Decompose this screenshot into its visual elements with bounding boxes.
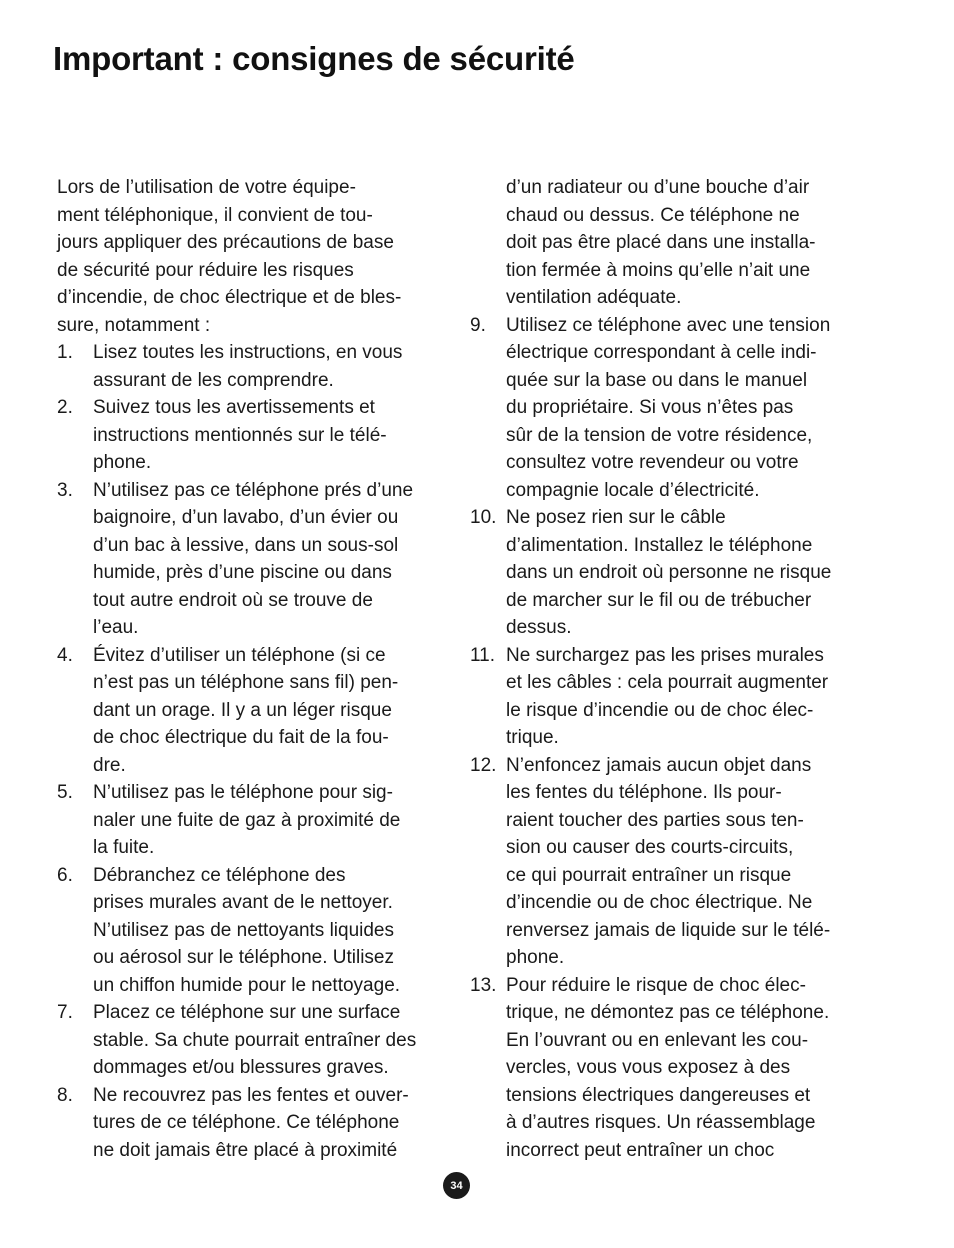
list-item <box>470 504 865 642</box>
item-text-line: trique, ne démontez pas ce téléphone. <box>506 1002 830 1023</box>
list-item <box>57 339 449 394</box>
list-item <box>470 642 865 752</box>
item-number: 5. <box>57 782 73 803</box>
item-number: 2. <box>57 397 73 418</box>
item-text-line: tures de ce téléphone. Ce téléphone <box>93 1112 400 1133</box>
item-text-line: baignoire, d’un lavabo, d’un évier ou <box>93 507 399 528</box>
item-text-line: ce qui pourrait entraîner un risque <box>506 864 792 886</box>
item-number: 12. <box>470 754 497 776</box>
item-text-line: l’eau. <box>93 617 139 638</box>
item-text-line: phone. <box>93 452 152 473</box>
item-8-continuation <box>470 174 865 312</box>
item-number: 4. <box>57 644 73 666</box>
item-text-line: de marcher sur le fil ou de trébucher <box>506 589 812 611</box>
item-text-line: instructions mentionnés sur le télé- <box>93 424 387 446</box>
item-text-line: assurant de les comprendre. <box>93 369 334 391</box>
text-line: jours appliquer des précautions de base <box>57 232 394 253</box>
text-line: doit pas être placé dans une installa- <box>506 232 816 253</box>
page-number-badge: 34 <box>443 1172 470 1199</box>
item-text-line: naler une fuite de gaz à proximité de <box>93 809 401 831</box>
text-line: sure, notamment : <box>57 314 211 336</box>
item-text-line: N’utilisez pas le téléphone pour sig- <box>93 782 393 803</box>
page-title: Important : consignes de sécurité <box>53 40 575 77</box>
item-text-line: prises murales avant de le nettoyer. <box>93 892 393 913</box>
item-text-line: du propriétaire. Si vous n’êtes pas <box>506 397 794 418</box>
item-text-line: électrique correspondant à celle indi- <box>506 342 817 363</box>
left-column <box>57 174 449 1164</box>
text-line: ventilation adéquate. <box>506 287 682 308</box>
item-text-line: à d’autres risques. Un réassemblage <box>506 1112 816 1133</box>
item-text-line: N’utilisez pas ce téléphone prés d’une <box>93 479 414 501</box>
item-number: 8. <box>57 1084 73 1106</box>
intro-paragraph <box>57 174 449 339</box>
list-item <box>470 972 865 1165</box>
list-item <box>57 477 449 642</box>
item-number: 10. <box>470 507 497 528</box>
text-line: d’incendie, de choc électrique et de bles- <box>57 287 402 308</box>
list-item <box>470 312 865 505</box>
item-text-line: la fuite. <box>93 837 155 858</box>
list-item <box>57 642 449 780</box>
item-text-line: Suivez tous les avertissements et <box>93 397 375 418</box>
item-text-line: un chiffon humide pour le nettoyage. <box>93 974 401 996</box>
item-text-line: ou aérosol sur le téléphone. Utilisez <box>93 947 395 968</box>
item-text-line: d’incendie ou de choc électrique. Ne <box>506 892 813 913</box>
item-text-line: Évitez d’utiliser un téléphone (si ce <box>93 644 386 666</box>
item-text-line: N’utilisez pas de nettoyants liquides <box>93 919 395 941</box>
item-number: 11. <box>470 644 496 666</box>
item-text-line: Placez ce téléphone sur une surface <box>93 1002 401 1023</box>
item-text-line: dommages et/ou blessures graves. <box>93 1057 389 1078</box>
item-text-line: n’est pas un téléphone sans fil) pen- <box>93 672 399 693</box>
item-text-line: humide, près d’une piscine ou dans <box>93 562 392 583</box>
item-text-line: dessus. <box>506 617 572 638</box>
item-text-line: quée sur la base ou dans le manuel <box>506 369 808 391</box>
text-line: tion fermée à moins qu’elle n’ait une <box>506 259 811 281</box>
item-text-line: raient toucher des parties sous ten- <box>506 809 804 831</box>
item-text-line: dans un endroit où personne ne risque <box>506 562 832 583</box>
item-text-line: Ne recouvrez pas les fentes et ouver- <box>93 1084 409 1106</box>
item-text-line: consultez votre revendeur ou votre <box>506 452 799 473</box>
item-text-line: vercles, vous vous exposez à des <box>506 1057 791 1078</box>
text-line: de sécurité pour réduire les risques <box>57 259 354 281</box>
item-text-line: les fentes du téléphone. Ils pour- <box>506 782 782 803</box>
item-number: 7. <box>57 1002 73 1023</box>
item-number: 6. <box>57 864 73 886</box>
item-text-line: compagnie locale d’électricité. <box>506 479 760 501</box>
item-text-line: renversez jamais de liquide sur le télé- <box>506 919 831 941</box>
item-text-line: phone. <box>506 947 565 968</box>
item-text-line: sûr de la tension de votre résidence, <box>506 424 813 446</box>
right-column <box>470 174 865 1164</box>
item-text-line: Ne surchargez pas les prises murales <box>506 644 824 666</box>
item-text-line: d’alimentation. Installez le téléphone <box>506 534 813 556</box>
list-item <box>57 1082 449 1165</box>
safety-list-left <box>57 339 449 1164</box>
list-item <box>57 779 449 862</box>
item-text-line: En l’ouvrant ou en enlevant les cou- <box>506 1029 809 1051</box>
item-number: 13. <box>470 974 497 996</box>
item-number: 9. <box>470 314 486 336</box>
list-item <box>470 752 865 972</box>
list-item <box>57 394 449 477</box>
item-text-line: Lisez toutes les instructions, en vous <box>93 342 403 363</box>
safety-list-right <box>470 312 865 1165</box>
item-text-line: Débranchez ce téléphone des <box>93 864 346 886</box>
text-line: chaud ou dessus. Ce téléphone ne <box>506 204 800 226</box>
item-text-line: tensions électriques dangereuses et <box>506 1084 811 1106</box>
item-text-line: Ne posez rien sur le câble <box>506 507 726 528</box>
item-text-line: d’un bac à lessive, dans un sous-sol <box>93 534 399 556</box>
item-text-line: incorrect peut entraîner un choc <box>506 1139 775 1161</box>
item-text-line: tout autre endroit où se trouve de <box>93 589 373 611</box>
item-text-line: et les câbles : cela pourrait augmenter <box>506 672 829 693</box>
item-text-line: ne doit jamais être placé à proximité <box>93 1139 398 1161</box>
item-text-line: Utilisez ce téléphone avec une tension <box>506 314 831 336</box>
item-number: 3. <box>57 479 73 501</box>
text-line: ment téléphonique, il convient de tou- <box>57 204 373 226</box>
item-text-line: de choc électrique du fait de la fou- <box>93 727 389 748</box>
list-item <box>57 999 449 1082</box>
item-text-line: stable. Sa chute pourrait entraîner des <box>93 1029 417 1051</box>
item-text-line: Pour réduire le risque de choc élec- <box>506 974 806 996</box>
list-item <box>57 862 449 1000</box>
text-line: Lors de l’utilisation de votre équipe- <box>57 177 356 198</box>
item-text-line: N’enfoncez jamais aucun objet dans <box>506 754 812 776</box>
text-line: d’un radiateur ou d’une bouche d’air <box>506 177 810 198</box>
item-text-line: trique. <box>506 727 559 748</box>
item-text-line: dant un orage. Il y a un léger risque <box>93 699 392 721</box>
item-text-line: sion ou causer des courts-circuits, <box>506 837 794 858</box>
item-text-line: le risque d’incendie ou de choc élec- <box>506 699 814 721</box>
item-text-line: dre. <box>93 754 126 776</box>
item-number: 1. <box>57 342 73 363</box>
